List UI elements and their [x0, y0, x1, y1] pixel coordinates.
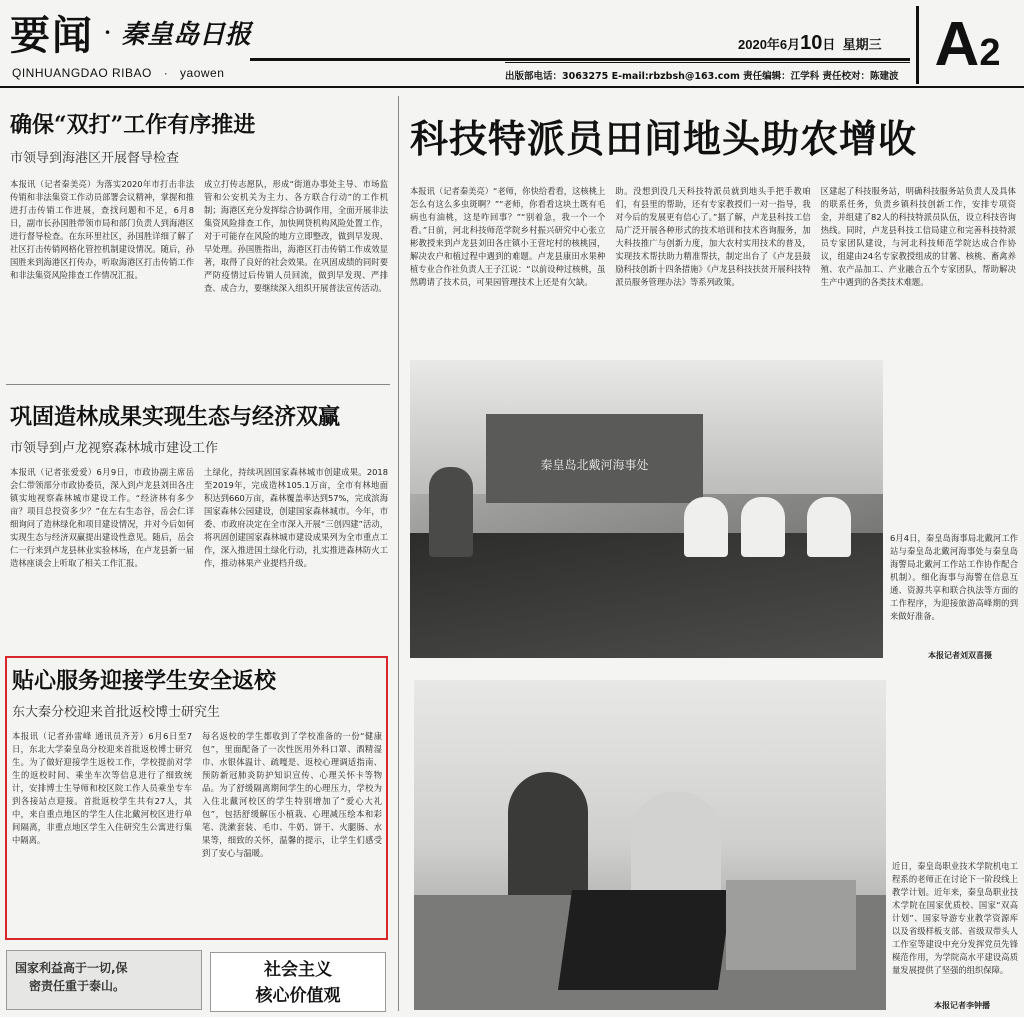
photo-laptop: [726, 880, 856, 970]
masthead-rule-thin: [505, 62, 910, 63]
slogan-line: 社会主义: [264, 960, 332, 980]
column-divider: [398, 96, 399, 1011]
photo-credit: 本报记者刘双喜摄: [928, 651, 992, 660]
masthead-rule: [250, 58, 910, 61]
photo-teachers: [414, 680, 886, 1010]
photo-person: [741, 497, 785, 557]
issue-date: [738, 32, 882, 55]
pinyin-sep: ·: [163, 66, 169, 80]
pinyin-paper: QINHUANGDAO RIBAO: [12, 66, 152, 80]
article-body: [10, 178, 388, 368]
photo-caption: 近日，秦皇岛职业技术学院机电工程系的老师正在讨论下一阶段线上教学计划。近年来，秦皇岛职业技术学院在国家优质校、国家“双高计划”、国家导游专业教学资源库以及省级样板支部、省级双带头人工作室等建设中充分发挥党员先锋模范作用，为学院高水平建设高质量发展提供了坚强的组织保障。: [892, 861, 1018, 975]
photo-meeting: [410, 360, 883, 658]
masthead: [0, 0, 1024, 86]
contact-line: 出版部电话：3063275 E-mail:rbzbsh@163.com 责任编辑：江学科 责任校对：陈建波: [505, 71, 899, 82]
weekday: 星期三: [842, 37, 882, 52]
masthead-title-group: [10, 4, 251, 61]
slogan-line: 国家利益高于一切,保: [15, 961, 128, 975]
slogan-core-values: [210, 952, 386, 1012]
article-keji: [410, 108, 1016, 353]
photo-credit: 本报记者李钟播: [934, 1001, 990, 1010]
date-unit: 日: [822, 37, 836, 52]
article-column: 成立打传志愿队，形成“街道办事处主导、市场监管和公安机关为主力、各方联合行动”的工作机制；海港区充分发挥综合协调作用，全面开展非法集资风险排查工作，加快网贷机构风险处置工作，对于可能存在风险的地方立即整改，做到早发现、早处理。孙国胜指出，海港区打击传销工作成效显著，取得了良好的社会效果。在巩固成绩的同时要严防疫情过后传销人员回流，做到早发现、严排查、成合力，要继续深入组织开展普法宣传活动。: [204, 179, 388, 293]
photo-person: [429, 467, 473, 557]
article-column: 本报讯（记者张爱爱）6月9日，市政协副主席岳会仁带领部分市政协委员，深入到卢龙县刘田各庄镇实地视察森林城市建设工作。“经济林有多少亩？项目总投资多少？”在左右生态谷，岳会仁详细询问了造林绿化和项目建设情况，并对今后如何实现生态与经济双赢提出建设性意见。随后，岳会仁一行来到卢龙县林业实验林场，在卢龙县新一届造林座谈会上听取了相关工作汇报。: [10, 467, 194, 568]
photo-person: [684, 497, 728, 557]
article-headline: 巩固造林成果实现生态与经济双赢: [10, 404, 341, 430]
section-title: 要闻: [10, 13, 94, 59]
divider: [6, 384, 390, 385]
article-headline: 贴心服务迎接学生安全返校: [12, 668, 277, 694]
article-column: 本报讯（记者秦美亮）为落实2020年市打击非法传销和非法集资工作动员部署会议精神，掌握和推进打击传销工作进展，查找问题和不足，6月8日，副市长孙国胜带领市局和部门负责人到海港区进行督导检查。在东环里社区，孙国胜详细了解了社区打击传销网格化管控机制建设情况。随后，孙国胜来到海港区打传办，听取海港区打击传销工作和非法集资风险排查工作情况汇报。: [10, 179, 194, 280]
article-subhead: 市领导到海港区开展督导检查: [10, 151, 180, 166]
article-shuangda: [10, 108, 388, 363]
article-column: 区建起了科技服务站，明确科技服务站负责人及具体的联系任务，负责乡镇科技创新工作，安排专项资金，并组建了82人的科技特派员队伍，设立科技咨询热线。同时，卢龙县科技工信局建立和完善科技特派员专家团队建设，与河北科技师范学院达成合作协议，组建由24名专家教授组成的甘薯、核桃、畜禽养殖、农产品加工、产业融合五个专家团队，帮助解决生产中遇到的各类技术难题。: [820, 186, 1016, 287]
article-body: [10, 466, 388, 672]
masthead-bottom-rule: [0, 86, 1024, 88]
article-headline: 确保“双打”工作有序推进: [10, 112, 256, 138]
date-day: 10: [800, 32, 823, 54]
article-body: [12, 730, 382, 940]
article-column: 本报讯（记者秦美亮）“老师，你快给看看，这核桃上怎么有这么多虫斑啊？”“老师，你看看这块土既有毛病也有油桃，这是咋回事？”“别着急，我一个一个看。”日前，河北科技师范学院乡村振兴研究中心张立彬教授来到卢龙县刘田各庄镇小王营坨村的核桃园，解决农户和植过程中遇到的难题。卢龙县康田水果种植专业合作社负责人王子江说：“以前设种过核桃，虽然聘请了技术员，可果园管理技术上还是有欠缺。: [410, 186, 606, 287]
article-column: 本报讯（记者孙雷峰 通讯员齐芳）6月6日至7日，东北大学秦皇岛分校迎来首批返校博士研究生。为了做好迎接学生返校工作，学校提前对学生的返校时间、乘坐车次等信息进行了细致统计，安排博士生导师和校区院工作人员乘坐专车到各接站点迎接。首批返校学生共有27人，其中，来自重点地区的学生人住北戴河校区进行单间隔离，非重点地区学生入住研究生公寓进行集中隔离。: [12, 731, 192, 845]
article-subhead: 东大秦分校迎来首批返校博士研究生: [12, 705, 221, 720]
article-fanxiao: [12, 664, 382, 934]
slogan-line: 密责任重于泰山。: [29, 979, 126, 993]
article-zaolin: [10, 400, 388, 648]
article-column: 每名返校的学生都收到了学校准备的一份“健康包”，里面配备了一次性医用外科口罩、酒精湿巾、水银体温计、疏嘎是、返校心理调适指南、预防新冠肺炎防护知识宣传、心理关怀卡等物品。为了舒缓隔离期间学生的心理压力，学校为入住北戴河校区的学生特别增加了“爱心大礼包”，包括舒缓解压小植栽、心理减压绘本和彩笔、洗漱套装、毛巾、牛奶、饼干、火腿肠、水果等，细致的关怀，温馨的提示，让学生们感受到了安心与温暖。: [202, 731, 382, 858]
slogan-line: 核心价值观: [255, 986, 341, 1006]
article-body: [410, 185, 1016, 360]
paper-logo: 秦皇岛日报: [121, 20, 252, 50]
pinyin-section: yaowen: [180, 66, 225, 80]
page-number: 2: [979, 32, 1001, 74]
slogan-secrecy: [6, 950, 202, 1010]
page-label: [916, 6, 1016, 84]
masthead-pinyin: [12, 66, 224, 80]
photo-person: [807, 497, 851, 557]
photo-laptop: [558, 890, 732, 990]
date-year-month: 2020年6月: [738, 37, 801, 52]
article-column: 土绿化，持续巩固国家森林城市创建成果。2018至2019年，完成造林105.1万亩，全市有林地面积达到660万亩，森林覆盖率达到57%，完成滨海国家森林公园建设，创建国家森林城市。今年，市委、市政府决定在全市深入开展“三创四建”活动，将巩固创建国家森林城市建设成果列为全市重点工作，深入推进国土绿化行动，扎实推进森林防火工作，推动林果产业提档升级。: [204, 467, 388, 568]
article-column: 助。没想到没几天科技特派员就到地头手把手教咱们，有县里的帮助，还有专家教授们一对一指导，我对今后的发展更有信心了。”据了解，卢龙县科技工信局广泛开展各种形式的技术培训和技术咨询服务，加大科技推广与创新力度，加大农村实用技术的普及，实现技术帮扶助力精准帮扶，制定出台了《卢龙县鼓励科技创新十四条措施》《卢龙县科技扶贫开展科技特派员服务管理办法》等系列政策。: [615, 186, 811, 287]
article-subhead: 市领导到卢龙视察森林城市建设工作: [10, 441, 219, 456]
photo-banner-text: 秦皇岛北戴河海事处: [486, 414, 704, 503]
article-headline: 科技特派员田间地头助农增收: [410, 116, 918, 161]
title-dot: ·: [103, 16, 112, 49]
page-letter: A: [934, 10, 980, 79]
photo-caption: 6月4日，秦皇岛海事局北戴河工作站与秦皇岛北戴河海事处与秦皇岛海警局北戴河工作站工作协作配合机制）。细化海事与海警在信息互通、资源共享和联合执法等方面的工作程序，为迎接旅游高峰期的到来做好准备。: [890, 533, 1018, 621]
